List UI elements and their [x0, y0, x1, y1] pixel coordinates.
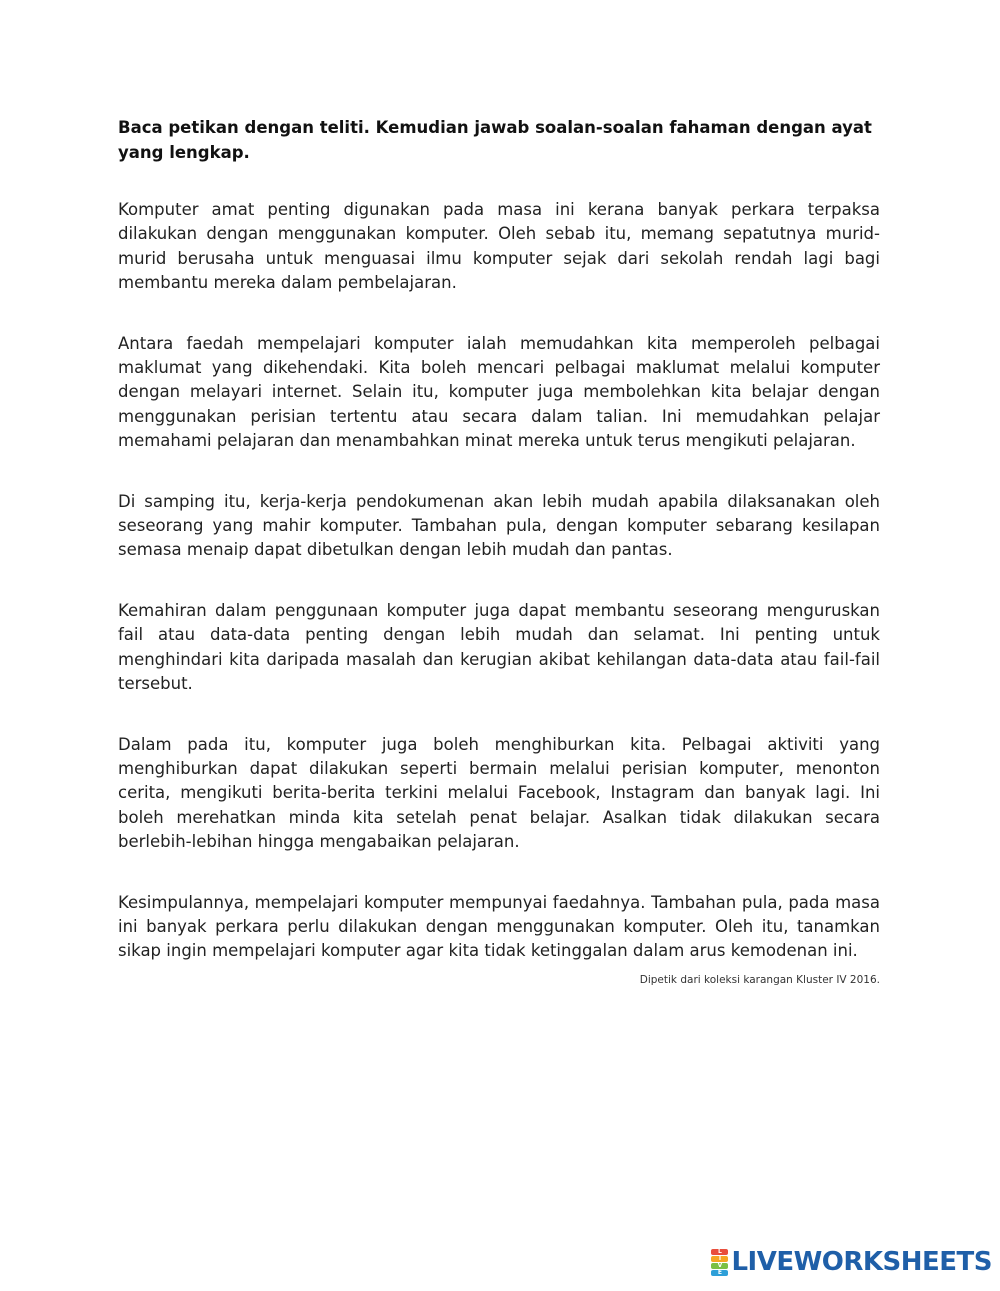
- logo-block-v: V: [711, 1263, 728, 1269]
- logo-block-e: E: [711, 1270, 728, 1276]
- liveworksheets-logo: [711, 1245, 992, 1279]
- logo-block-i: I: [711, 1256, 728, 1262]
- instruction-text: Baca petikan dengan teliti. Kemudian jawab soalan-soalan fahaman dengan ayat yang lengkap.: [118, 118, 872, 162]
- passage-paragraph-1: Komputer amat penting digunakan pada masa ini kerana banyak perkara terpaksa dilakukan dengan menggunakan komputer. Oleh sebab itu, memang sepatutnya murid-murid berusaha untuk menguasai ilmu komputer sejak dari sekolah rendah lagi bagi membantu mereka dalam pembelajaran.: [118, 200, 880, 293]
- logo-block-l: L: [711, 1249, 728, 1255]
- passage-paragraph-3: Di samping itu, kerja-kerja pendokumenan akan lebih mudah apabila dilaksanakan oleh seseorang yang mahir komputer. Tambahan pula, dengan komputer sebarang kesilapan semasa menaip dapat dibetulkan dengan lebih mudah dan pantas.: [118, 491, 880, 560]
- passage-paragraph-4: Kemahiran dalam penggunaan komputer juga dapat membantu seseorang menguruskan fail atau data-data penting dengan lebih mudah dan selamat. Ini penting untuk menghindari kita daripada masalah dan kerugian akibat kehilangan data-data atau fail-fail tersebut.: [118, 600, 880, 694]
- source-citation: Dipetik dari koleksi karangan Kluster IV 2016.: [639, 973, 880, 986]
- passage-paragraph-5: Dalam pada itu, komputer juga boleh menghiburkan kita. Pelbagai aktiviti yang menghiburkan dapat dilakukan seperti bermain melalui perisian komputer, menonton cerita, mengikuti berita-berita terkini melalui Facebook, Instagram dan banyak lagi. Ini boleh merehatkan minda kita setelah penat belajar. Asalkan tidak dilakukan secara berlebih-lebihan hingga mengabaikan pelajaran.: [118, 734, 880, 852]
- passage-paragraph-2: Antara faedah mempelajari komputer ialah memudahkan kita memperoleh pelbagai maklumat yang dikehendaki. Kita boleh mencari pelbagai maklumat melalui komputer dengan melayari internet. Selain itu, komputer juga membolehkan kita belajar dengan menggunakan perisian tertentu atau secara dalam talian. Ini memudahkan pelajar memahami pelajaran dan menambahkan minat mereka untuk terus mengikuti pelajaran.: [118, 333, 880, 451]
- passage-paragraph-6: Kesimpulannya, mempelajari komputer mempunyai faedahnya. Tambahan pula, pada masa ini banyak perkara perlu dilakukan dengan menggunakan komputer. Oleh itu, tanamkan sikap ingin mempelajari komputer agar kita tidak ketinggalan dalam arus kemodenan ini.: [118, 892, 880, 961]
- worksheet-page: [118, 115, 880, 986]
- liveworksheets-wordmark: LIVEWORKSHEETS: [731, 1247, 992, 1277]
- liveworksheets-logo-icon: [711, 1248, 728, 1276]
